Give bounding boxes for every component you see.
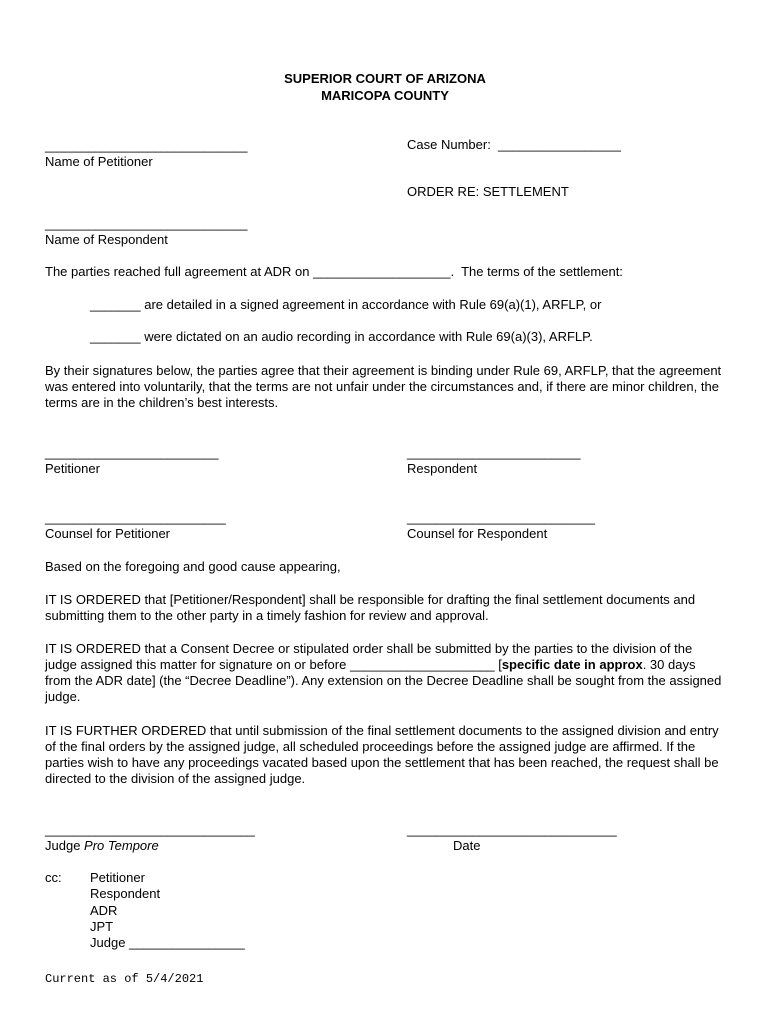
- cc-recipient: ADR: [90, 903, 118, 918]
- court-name: SUPERIOR COURT OF ARIZONA: [284, 71, 486, 86]
- counsel-respondent-blank: __________________________: [407, 510, 595, 525]
- date-signature-blank: _____________________________: [407, 822, 617, 837]
- signatures-paragraph: By their signatures below, the parties agree that their agreement is binding under Rule 69, ARFLP, that the agreement was entered into voluntarily, that the terms are not unfair under the circumstances and, if there are minor children, the terms are in the children’s best interests.: [45, 363, 722, 410]
- petitioner-name-blank: ____________________________: [45, 138, 248, 153]
- cc-judge-blank: ________________: [129, 935, 245, 950]
- judge-signature-label: Judge Pro Tempore: [45, 838, 159, 853]
- decree-date-blank: ____________________: [349, 657, 495, 672]
- footer-revision-date: Current as of 5/4/2021: [45, 972, 204, 986]
- agreement-intro: The parties reached full agreement at ADR on ___________________. The terms of the settlement:: [45, 264, 623, 279]
- case-number-label: Case Number:: [407, 137, 491, 152]
- counsel-respondent-label: Counsel for Respondent: [407, 526, 548, 541]
- cc-recipient-judge: Judge ________________: [90, 935, 245, 950]
- counsel-petitioner-label: Counsel for Petitioner: [45, 526, 171, 541]
- order-title: ORDER RE: SETTLEMENT: [407, 184, 569, 199]
- cc-recipient: Petitioner: [90, 870, 145, 885]
- counsel-petitioner-blank: _________________________: [45, 510, 226, 525]
- cc-label: cc:: [45, 870, 62, 885]
- adr-date-blank: ___________________: [313, 264, 451, 279]
- petitioner-name-label: Name of Petitioner: [45, 154, 153, 169]
- option-signed-agreement: _______ are detailed in a signed agreement in accordance with Rule 69(a)(1), ARFLP, or: [90, 297, 602, 312]
- cc-recipient: JPT: [90, 919, 114, 934]
- petitioner-signature-blank: ________________________: [45, 445, 219, 460]
- case-number-blank: _________________: [498, 137, 621, 152]
- county-name: MARICOPA COUNTY: [321, 88, 449, 103]
- respondent-name-blank: ____________________________: [45, 216, 248, 231]
- petitioner-signature-label: Petitioner: [45, 461, 100, 476]
- further-ordered-paragraph: IT IS FURTHER ORDERED that until submission of the final settlement documents to the assigned division and entry of the final orders by the assigned judge, all scheduled proceedings before the assigned judge are affirmed. If the parties wish to have any proceedings vacated based upon the settlement that has been reached, the request shall be directed to the division of the assigned judge.: [45, 723, 719, 786]
- option1-blank: _______: [90, 297, 141, 312]
- option-audio-recording: _______ were dictated on an audio recording in accordance with Rule 69(a)(3), ARFLP.: [90, 329, 593, 344]
- respondent-signature-blank: ________________________: [407, 445, 581, 460]
- order-consent-decree-paragraph: IT IS ORDERED that a Consent Decree or stipulated order shall be submitted by the parties to the division of the judge assigned this matter for signature on or before ____________________ [specific date in approx. 30 days from the ADR date] (the “Decree Deadline”). Any extension on the Decree Deadline shall be sought from the assigned judge.: [45, 641, 722, 704]
- order-drafting-paragraph: IT IS ORDERED that [Petitioner/Respondent] shall be responsible for drafting the final settlement documents and submitting them to the other party in a timely fashion for review and approval.: [45, 592, 696, 623]
- option2-blank: _______: [90, 329, 141, 344]
- judge-signature-blank: _____________________________: [45, 822, 255, 837]
- respondent-signature-label: Respondent: [407, 461, 478, 476]
- respondent-name-label: Name of Respondent: [45, 232, 168, 247]
- foregoing-text: Based on the foregoing and good cause appearing,: [45, 559, 341, 574]
- cc-recipient: Respondent: [90, 886, 161, 901]
- date-label: Date: [453, 838, 481, 853]
- case-number: [407, 137, 621, 153]
